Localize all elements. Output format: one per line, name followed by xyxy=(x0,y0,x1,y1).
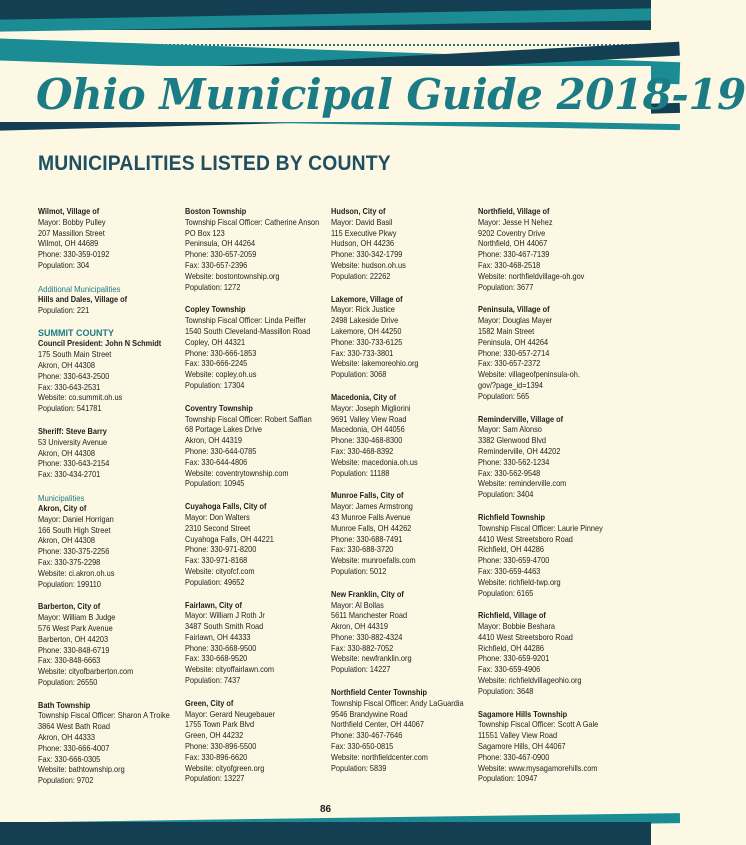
listing-line: Phone: 330-666-1853 xyxy=(185,348,257,358)
listing-line: Mayor: Bobby Pulley xyxy=(38,217,106,227)
listing-line: 5611 Manchester Road xyxy=(331,611,408,621)
listing-entry xyxy=(38,295,178,317)
listing-line: Akron, OH 44308 xyxy=(38,360,95,370)
listing-line: 2498 Lakeside Drive xyxy=(331,316,399,326)
listing-line: 1582 Main Street xyxy=(478,326,535,336)
listing-entry xyxy=(478,513,618,599)
listing-line: 175 South Main Street xyxy=(38,350,112,360)
listing-line: Population: 14227 xyxy=(331,665,391,675)
listing-line: Northfield Center, OH 44067 xyxy=(331,720,424,730)
listing-line: Website: www.mysagamorehills.com xyxy=(478,763,598,773)
listing-name: Northfield Center Township xyxy=(331,688,428,698)
listing-line: Population: 3677 xyxy=(478,282,534,292)
listing-line: 53 University Avenue xyxy=(38,437,108,447)
listing-line: Sagamore Hills, OH 44067 xyxy=(478,742,566,752)
listing-line: Barberton, OH 44203 xyxy=(38,634,109,644)
listing-entry xyxy=(478,611,618,697)
listing-line: Phone: 330-657-2059 xyxy=(185,250,257,260)
listing-line: Population: 5012 xyxy=(331,566,387,576)
listing-line: Population: 26550 xyxy=(38,677,98,687)
listing-name: Cuyahoga Falls, City of xyxy=(185,502,267,512)
listing-entry xyxy=(185,699,325,785)
listing-name: Bath Township xyxy=(38,700,91,710)
listing-line: Richfield, OH 44286 xyxy=(478,643,544,653)
listing-line: Population: 221 xyxy=(38,305,90,315)
listing-line: Phone: 330-657-2714 xyxy=(478,348,550,358)
listing-name: Wilmot, Village of xyxy=(38,207,100,216)
listing-line: Phone: 330-659-9201 xyxy=(478,654,550,664)
listing-line: gov/?page_id=1394 xyxy=(478,380,543,390)
listing-line: Fax: 330-896-6620 xyxy=(185,752,248,762)
listing-line: Website: cityofcf.com xyxy=(185,566,255,576)
listing-line: Northfield, OH 44067 xyxy=(478,239,548,249)
listing-line: Phone: 330-467-0900 xyxy=(478,752,550,762)
listing-name: Hills and Dales, Village of xyxy=(38,294,128,304)
listing-line: 207 Massillon Street xyxy=(38,228,105,238)
listing-name: Copley Township xyxy=(185,305,246,315)
county-heading: SUMMIT COUNTY xyxy=(38,328,114,339)
listing-line: Fax: 330-688-3720 xyxy=(331,545,394,555)
listing-line: Peninsula, OH 44264 xyxy=(185,239,256,249)
listing-line: Akron, OH 44319 xyxy=(331,622,388,632)
listing-line: 68 Portage Lakes Drive xyxy=(185,425,263,435)
listing-name: Reminderville, Village of xyxy=(478,414,564,424)
listing-line: Population: 3648 xyxy=(478,686,534,696)
listing-line: Fax: 330-848-6663 xyxy=(38,656,101,666)
listing-line: Phone: 330-848-6719 xyxy=(38,645,110,655)
listing-line: 43 Munroe Falls Avenue xyxy=(331,512,411,522)
listing-line: Mayor: Al Bollas xyxy=(331,600,384,610)
listing-line: 1755 Town Park Blvd xyxy=(185,720,255,730)
listing-name: New Franklin, City of xyxy=(331,589,404,599)
listing-line: Phone: 330-733-6125 xyxy=(331,337,403,347)
listing-line: Phone: 330-643-2500 xyxy=(38,371,110,381)
listing-name: Richfield, Village of xyxy=(478,611,546,621)
listing-line: Website: bathtownship.org xyxy=(38,765,125,775)
listing-line: 11551 Valley View Road xyxy=(478,731,558,741)
listing-entry xyxy=(185,404,325,490)
listing-entry xyxy=(38,339,178,415)
listing-entry xyxy=(331,207,471,283)
listing-line: Population: 22262 xyxy=(331,271,391,281)
listing-line: Population: 7437 xyxy=(185,676,241,686)
listing-line: Township Fiscal Officer: Laurie Pinney xyxy=(478,523,603,533)
listing-line: Mayor: David Basil xyxy=(331,217,393,227)
listing-line: PO Box 123 xyxy=(185,228,225,238)
listing-entry xyxy=(331,491,471,577)
listing-line: Mayor: Rick Justice xyxy=(331,305,395,315)
listing-line: Population: 1272 xyxy=(185,282,241,292)
listing-line: Township Fiscal Officer: Sharon A Troike xyxy=(38,711,170,721)
listing-name: Akron, City of xyxy=(38,503,87,513)
listing-line: Population: 10945 xyxy=(185,479,245,489)
listing-line: Website: northfieldvillage-oh.gov xyxy=(478,271,585,281)
listing-entry xyxy=(478,207,618,293)
listing-line: Population: 13227 xyxy=(185,774,245,784)
listing-entry xyxy=(331,393,471,479)
listing-line: Website: richfieldvillageohio.org xyxy=(478,676,582,686)
listing-line: Akron, OH 44333 xyxy=(38,733,95,743)
listing-line: Township Fiscal Officer: Catherine Anson xyxy=(185,217,320,227)
listing-entry xyxy=(478,710,618,786)
listing-name: Lakemore, Village of xyxy=(331,294,403,304)
guide-title: Ohio Municipal Guide 2018-19 xyxy=(36,70,746,119)
listing-line: Township Fiscal Officer: Andy LaGuardia xyxy=(331,698,464,708)
listing-line: Fax: 330-659-4906 xyxy=(478,665,541,675)
listing-line: Phone: 330-359-0192 xyxy=(38,250,110,260)
listing-line: Website: cityofbarberton.com xyxy=(38,667,134,677)
listing-line: Fax: 330-882-7052 xyxy=(331,643,394,653)
listing-line: Phone: 330-882-4324 xyxy=(331,632,403,642)
listing-line: Mayor: James Armstrong xyxy=(331,502,413,512)
listing-name: Hudson, City of xyxy=(331,207,386,216)
listing-name: Council President: John N Schmidt xyxy=(38,339,162,349)
listing-line: Fax: 330-644-4806 xyxy=(185,457,248,467)
listing-line: Mayor: Jesse H Nehez xyxy=(478,217,553,227)
listing-entry xyxy=(185,601,325,687)
listing-line: Phone: 330-342-1799 xyxy=(331,250,403,260)
directory-column-2 xyxy=(185,207,325,797)
listing-name: Sagamore Hills Township xyxy=(478,709,568,719)
listing-line: Population: 565 xyxy=(478,391,530,401)
listing-line: Township Fiscal Officer: Linda Peiffer xyxy=(185,316,306,326)
listing-name: Boston Township xyxy=(185,207,247,216)
listing-line: Population: 5839 xyxy=(331,763,387,773)
listing-line: Website: northfieldcenter.com xyxy=(331,752,428,762)
listing-line: Fax: 330-468-2518 xyxy=(478,260,541,270)
listing-line: Website: lakemoreohio.org xyxy=(331,359,419,369)
listing-line: Population: 199110 xyxy=(38,579,101,589)
listing-line: 4410 West Streetsboro Road xyxy=(478,534,573,544)
listing-entry xyxy=(331,688,471,774)
listing-line: Population: 11188 xyxy=(331,468,390,478)
listing-line: 9691 Valley View Road xyxy=(331,414,407,424)
listing-line: Hudson, OH 44236 xyxy=(331,239,395,249)
listing-line: Website: co.summit.oh.us xyxy=(38,393,123,403)
listing-line: Phone: 330-468-8300 xyxy=(331,436,403,446)
listing-line: Phone: 330-644-0785 xyxy=(185,446,257,456)
listing-line: Population: 17304 xyxy=(185,380,245,390)
listing-line: Wilmot, OH 44689 xyxy=(38,239,99,249)
listing-line: Fax: 330-659-4463 xyxy=(478,566,541,576)
listing-entry xyxy=(331,590,471,676)
listing-line: Population: 3068 xyxy=(331,370,387,380)
listing-line: Phone: 330-562-1234 xyxy=(478,457,550,467)
section-title: MUNICIPALITIES LISTED BY COUNTY xyxy=(38,152,391,175)
listing-line: 2310 Second Street xyxy=(185,523,251,533)
listing-line: 3487 South Smith Road xyxy=(185,622,264,632)
directory-column-1 xyxy=(38,207,178,799)
listing-name: Peninsula, Village of xyxy=(478,305,550,315)
listing-line: Lakemore, OH 44250 xyxy=(331,326,402,336)
listing-line: Mayor: Douglas Mayer xyxy=(478,316,553,326)
listing-line: Mayor: William J Roth Jr xyxy=(185,611,265,621)
listing-line: Fax: 330-434-2701 xyxy=(38,470,101,480)
listing-name: Richfield Township xyxy=(478,512,546,522)
listing-line: 9202 Coventry Drive xyxy=(478,228,546,238)
listing-line: Website: copley.oh.us xyxy=(185,370,257,380)
listing-line: Phone: 330-659-4700 xyxy=(478,556,550,566)
listing-line: Mayor: Gerard Neugebauer xyxy=(185,709,276,719)
listing-line: Green, OH 44232 xyxy=(185,731,244,741)
listing-line: Fax: 330-733-3801 xyxy=(331,348,394,358)
listing-line: Population: 6165 xyxy=(478,588,534,598)
listing-entry xyxy=(185,207,325,293)
listing-line: Phone: 330-467-7139 xyxy=(478,250,550,260)
listing-line: Fax: 330-643-2531 xyxy=(38,382,101,392)
listing-entry xyxy=(38,427,178,481)
listing-line: Reminderville, OH 44202 xyxy=(478,446,561,456)
subsection-heading: Municipalities xyxy=(38,492,85,503)
listing-line: Population: 3404 xyxy=(478,490,534,500)
listing-entry xyxy=(185,502,325,588)
listing-line: Fairlawn, OH 44333 xyxy=(185,632,251,642)
listing-line: Phone: 330-896-5500 xyxy=(185,742,257,752)
listing-line: 576 West Park Avenue xyxy=(38,623,113,633)
listing-line: Website: villageofpeninsula-oh. xyxy=(478,370,580,380)
listing-line: Mayor: Sam Alonso xyxy=(478,425,542,435)
listing-line: Mayor: William B Judge xyxy=(38,613,116,623)
listing-line: Website: macedonia.oh.us xyxy=(331,457,418,467)
listing-line: Munroe Falls, OH 44262 xyxy=(331,523,412,533)
directory-column-3 xyxy=(331,207,471,786)
listing-line: Website: cityoffairlawn.com xyxy=(185,665,275,675)
listing-line: 3864 West Bath Road xyxy=(38,722,110,732)
listing-line: Akron, OH 44308 xyxy=(38,536,95,546)
listing-line: Mayor: Don Walters xyxy=(185,512,250,522)
listing-name: Green, City of xyxy=(185,698,234,708)
listing-line: 9546 Brandywine Road xyxy=(331,709,408,719)
listing-line: Township Fiscal Officer: Scott A Gale xyxy=(478,720,599,730)
listing-line: Phone: 330-643-2154 xyxy=(38,459,110,469)
listing-line: Population: 49652 xyxy=(185,577,245,587)
listing-line: Fax: 330-657-2372 xyxy=(478,359,541,369)
listing-line: Akron, OH 44308 xyxy=(38,448,95,458)
listing-line: Macedonia, OH 44056 xyxy=(331,425,405,435)
listing-entry xyxy=(38,701,178,787)
listing-line: Website: reminderville.com xyxy=(478,479,567,489)
listing-line: Fax: 330-668-9520 xyxy=(185,654,248,664)
listing-line: Website: bostontownship.org xyxy=(185,271,280,281)
listing-entry xyxy=(38,602,178,688)
subsection-heading: Additional Municipalities xyxy=(38,283,121,294)
page-number: 86 xyxy=(319,804,332,815)
listing-line: Phone: 330-668-9500 xyxy=(185,643,257,653)
listing-entry xyxy=(478,415,618,501)
listing-line: Copley, OH 44321 xyxy=(185,337,246,347)
footer-band-dark xyxy=(0,822,651,845)
listing-line: Fax: 330-971-8168 xyxy=(185,556,248,566)
listing-line: Akron, OH 44319 xyxy=(185,436,242,446)
listing-line: Fax: 330-375-2298 xyxy=(38,557,101,567)
listing-entry xyxy=(331,295,471,381)
listing-line: 166 South High Street xyxy=(38,525,111,535)
listing-line: Website: munroefalls.com xyxy=(331,556,416,566)
directory-column-4 xyxy=(478,207,618,797)
listing-line: Phone: 330-688-7491 xyxy=(331,534,403,544)
listing-line: Population: 9702 xyxy=(38,776,94,786)
listing-line: Mayor: Joseph Migliorini xyxy=(331,403,411,413)
listing-line: Population: 541781 xyxy=(38,404,102,414)
listing-line: Fax: 330-468-8392 xyxy=(331,446,394,456)
listing-line: Website: cityofgreen.org xyxy=(185,763,265,773)
listing-line: Website: hudson.oh.us xyxy=(331,260,406,270)
listing-line: Population: 10947 xyxy=(478,774,538,784)
listing-line: Website: newfranklin.org xyxy=(331,654,412,664)
listing-line: Fax: 330-666-0305 xyxy=(38,754,101,764)
listing-line: Mayor: Bobbie Beshara xyxy=(478,622,556,632)
listing-line: Peninsula, OH 44264 xyxy=(478,337,549,347)
listing-line: Mayor: Daniel Horrigan xyxy=(38,514,114,524)
listing-name: Fairlawn, City of xyxy=(185,600,242,610)
listing-line: Township Fiscal Officer: Robert Saffian xyxy=(185,414,312,424)
listing-line: 3382 Glenwood Blvd xyxy=(478,436,547,446)
listing-line: Fax: 330-650-0815 xyxy=(331,742,394,752)
listing-line: Website: ci.akron.oh.us xyxy=(38,568,115,578)
listing-line: Richfield, OH 44286 xyxy=(478,545,544,555)
listing-entry xyxy=(478,305,618,402)
listing-entry xyxy=(38,504,178,590)
listing-name: Sheriff: Steve Barry xyxy=(38,426,107,436)
listing-entry xyxy=(185,305,325,391)
listing-name: Macedonia, City of xyxy=(331,392,397,402)
listing-line: Cuyahoga Falls, OH 44221 xyxy=(185,534,274,544)
listing-line: 1540 South Cleveland-Massillon Road xyxy=(185,326,311,336)
listing-line: 4410 West Streetsboro Road xyxy=(478,632,573,642)
listing-name: Northfield, Village of xyxy=(478,207,550,216)
listing-name: Coventry Township xyxy=(185,403,253,413)
listing-line: Website: coventrytownship.com xyxy=(185,468,289,478)
listing-line: Fax: 330-666-2245 xyxy=(185,359,248,369)
listing-line: Fax: 330-562-9548 xyxy=(478,468,541,478)
listing-line: 115 Executive Pkwy xyxy=(331,228,397,238)
listing-name: Barberton, City of xyxy=(38,602,101,612)
listing-line: Phone: 330-666-4007 xyxy=(38,743,110,753)
listing-line: Phone: 330-971-8200 xyxy=(185,545,257,555)
listing-entry xyxy=(38,207,178,272)
listing-line: Fax: 330-657-2396 xyxy=(185,260,248,270)
listing-name: Munroe Falls, City of xyxy=(331,491,404,501)
listing-line: Phone: 330-375-2256 xyxy=(38,547,110,557)
listing-line: Website: richfield-twp.org xyxy=(478,577,561,587)
listing-line: Phone: 330-467-7646 xyxy=(331,731,403,741)
listing-line: Population: 304 xyxy=(38,260,90,270)
